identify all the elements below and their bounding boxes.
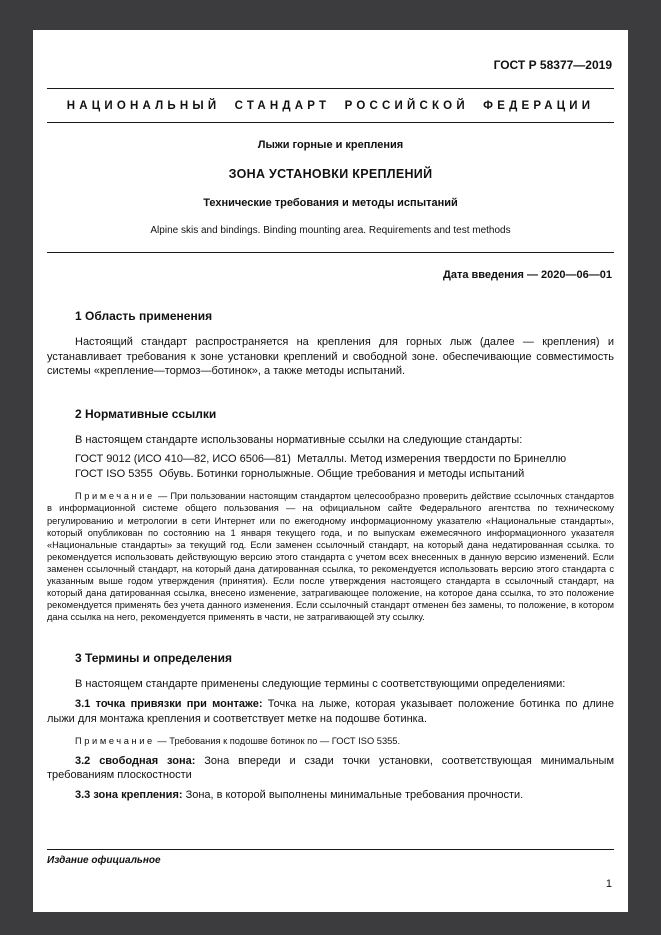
section-3-heading: 3 Термины и определения bbox=[75, 651, 233, 666]
title-divider bbox=[47, 252, 614, 253]
footer-divider bbox=[47, 849, 614, 850]
term-number: 3.2 bbox=[75, 754, 91, 767]
title-subject: Лыжи горные и крепления bbox=[257, 139, 404, 151]
term-note bbox=[47, 735, 614, 747]
doc-number: ГОСТ Р 58377—2019 bbox=[493, 58, 612, 72]
term-name: точка привязки при монтаже: bbox=[95, 698, 263, 710]
references-intro: В настоящем стандарте использованы нормативные ссылки на следующие стандарты: bbox=[75, 434, 523, 447]
page-footer bbox=[47, 849, 614, 890]
note-label: Примечание bbox=[75, 491, 155, 502]
term-name: зона крепления: bbox=[93, 789, 183, 802]
title-subtitle: Технические требования и методы испытаний bbox=[203, 197, 458, 209]
normative-references-note bbox=[47, 490, 614, 623]
section-1-paragraph: Настоящий стандарт распространяется на крепления для горных лыж (далее — крепления) и устанавливает требования к зоне установки креплений и свободной зоне. обеспечивающие совместимость системы «крепление—тормоз—ботинок», а также методы испытаний. bbox=[47, 336, 614, 378]
note-text: — При пользовании настоящим стандартом целесообразно проверить действие ссылочных стандартов в информационной системе общего пользования — на официальном сайте Федерального агентства по техническому регулированию и метрологии в сети Интернет или по ежегодному информационному указателю «Национальные стандарты», который опубликован по состоянию на 1 января текущего года, и по выпускам ежемесячного информационного указателя «Национальные стандарты» за текущий год. Если заменен ссылочный стандарт, на который дана недатированная ссылка. то рекомендуется использовать действующую версию этого стандарта с учетом всех внесенных в данную версию изменений. Если заменен ссылочный стандарт, на который дана датированная ссылка, то рекомендуется использовать версию этого стандарта с указанным выше годом утверждения (принятия). Если после утверждения настоящего стандарта в ссылочный стандарт, на который дана датированная ссылка, внесено изменение, затрагивающее положение, на которое дана ссылка, то это положение рекомендуется применять без учета данного изменения. Если ссылочный стандарт отменен без замены, то положение, в котором дана ссылка на него, рекомендуется применять в части, не затрагивающей эту ссылку. bbox=[47, 491, 614, 623]
term-definition: Зона, в которой выполнены минимальные требования прочности. bbox=[185, 789, 524, 802]
term-number: 3.3 bbox=[75, 789, 91, 802]
term-item bbox=[47, 788, 614, 803]
page-number: 1 bbox=[605, 878, 612, 890]
term-name: свободная зона: bbox=[99, 754, 196, 767]
terms-intro: В настоящем стандарте применены следующие термины с соответствующими определениями: bbox=[75, 678, 566, 691]
term-definition: Зона впереди и сзади точки установки, соответствующая минимальным требованиям плоскостности bbox=[47, 754, 615, 782]
term-item bbox=[47, 697, 614, 726]
section-1-heading: 1 Область применения bbox=[75, 309, 213, 323]
effective-date: Дата введения — 2020—06—01 bbox=[443, 269, 612, 281]
edition-label: Издание официальное bbox=[47, 855, 161, 866]
title-main: ЗОНА УСТАНОВКИ КРЕПЛЕНИЙ bbox=[228, 167, 433, 181]
note-text: — Требования к подошве ботинок по — ГОСТ ISO 5355. bbox=[157, 736, 401, 747]
title-english: Alpine skis and bindings. Binding mounting area. Requirements and test methods bbox=[150, 225, 511, 236]
reference-item: ГОСТ 9012 (ИСО 410—82, ИСО 6506—81) Металлы. Метод измерения твердости по Бринеллю bbox=[75, 452, 567, 465]
reference-item: ГОСТ ISO 5355 Обувь. Ботинки горнолыжные. Общие требования и методы испытаний bbox=[75, 467, 525, 480]
title-block bbox=[47, 123, 614, 252]
standard-type-heading: НАЦИОНАЛЬНЫЙ СТАНДАРТ РОССИЙСКОЙ ФЕДЕРАЦИИ bbox=[66, 100, 595, 112]
term-definition: Точка на лыже, которая указывает положение ботинка по длине лыжи для монтажа крепления и соответствует метке на подошве ботинка. bbox=[47, 698, 614, 725]
document-page bbox=[33, 30, 628, 912]
note-label: Примечание bbox=[75, 736, 155, 747]
term-item bbox=[47, 754, 614, 783]
section-2-heading: 2 Нормативные ссылки bbox=[75, 407, 217, 422]
term-number: 3.1 bbox=[75, 698, 91, 710]
